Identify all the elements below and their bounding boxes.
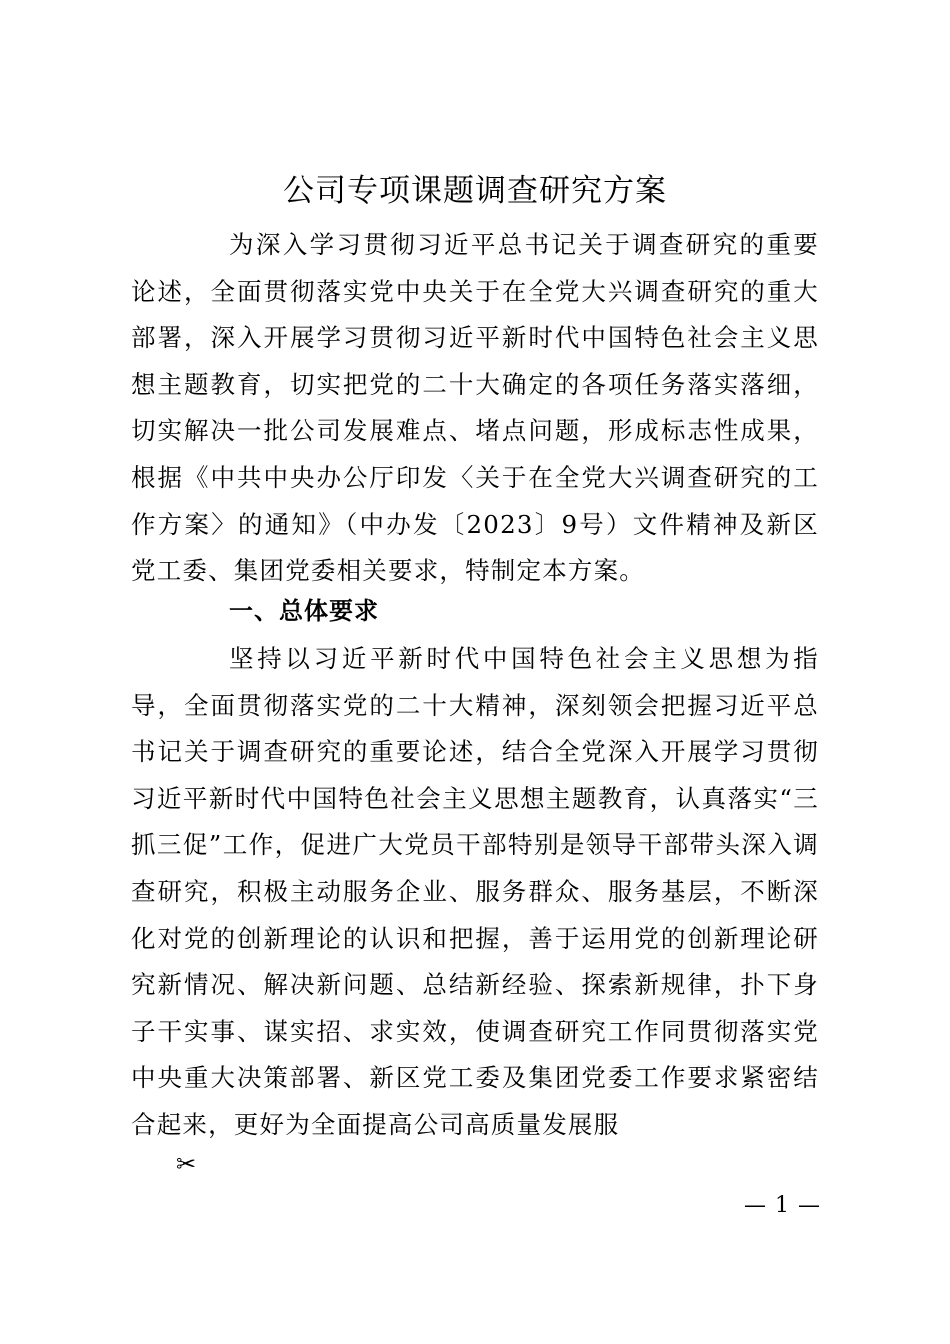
section-heading-general-requirements: 一、总体要求 [229,597,379,625]
page-number: — 1 — [744,1193,821,1218]
document-title: 公司专项课题调查研究方案 [283,173,667,209]
general-requirements-paragraph: 坚持以习近平新时代中国特色社会主义思想为指导，全面贯彻落实党的二十大精神，深刻领会把握习近平总书记关于调查研究的重要论述，结合全党深入开展学习贯彻习近平新时代中国特色社会主义思想主题教育，认真落实“三抓三促”工作，促进广大党员干部特别是领导干部带头深入调查研究，积极主动服务企业、服务群众、服务基层，不断深化对党的创新理论的认识和把握，善于运用党的创新理论研究新情况、解决新问题、总结新经验、探索新规律，扑下身子干实事、谋实招、求实效，使调查研究工作同贯彻落实党中央重大决策部署、新区党工委及集团党委工作要求紧密结合起来，更好为全面提高公司高质量发展服 [131,644,819,1139]
scissors-icon: ✂ [176,1150,197,1178]
intro-paragraph: 为深入学习贯彻习近平总书记关于调查研究的重要论述，全面贯彻落实党中央关于在全党大兴调查研究的重大部署，深入开展学习贯彻习近平新时代中国特色社会主义思想主题教育，切实把党的二十大确定的各项任务落实落细，切实解决一批公司发展难点、堵点问题，形成标志性成果，根据《中共中央办公厅印发〈关于在全党大兴调查研究的工作方案〉的通知》（中办发〔2023〕9号）文件精神及新区党工委、集团党委相关要求，特制定本方案。 [131,230,819,586]
